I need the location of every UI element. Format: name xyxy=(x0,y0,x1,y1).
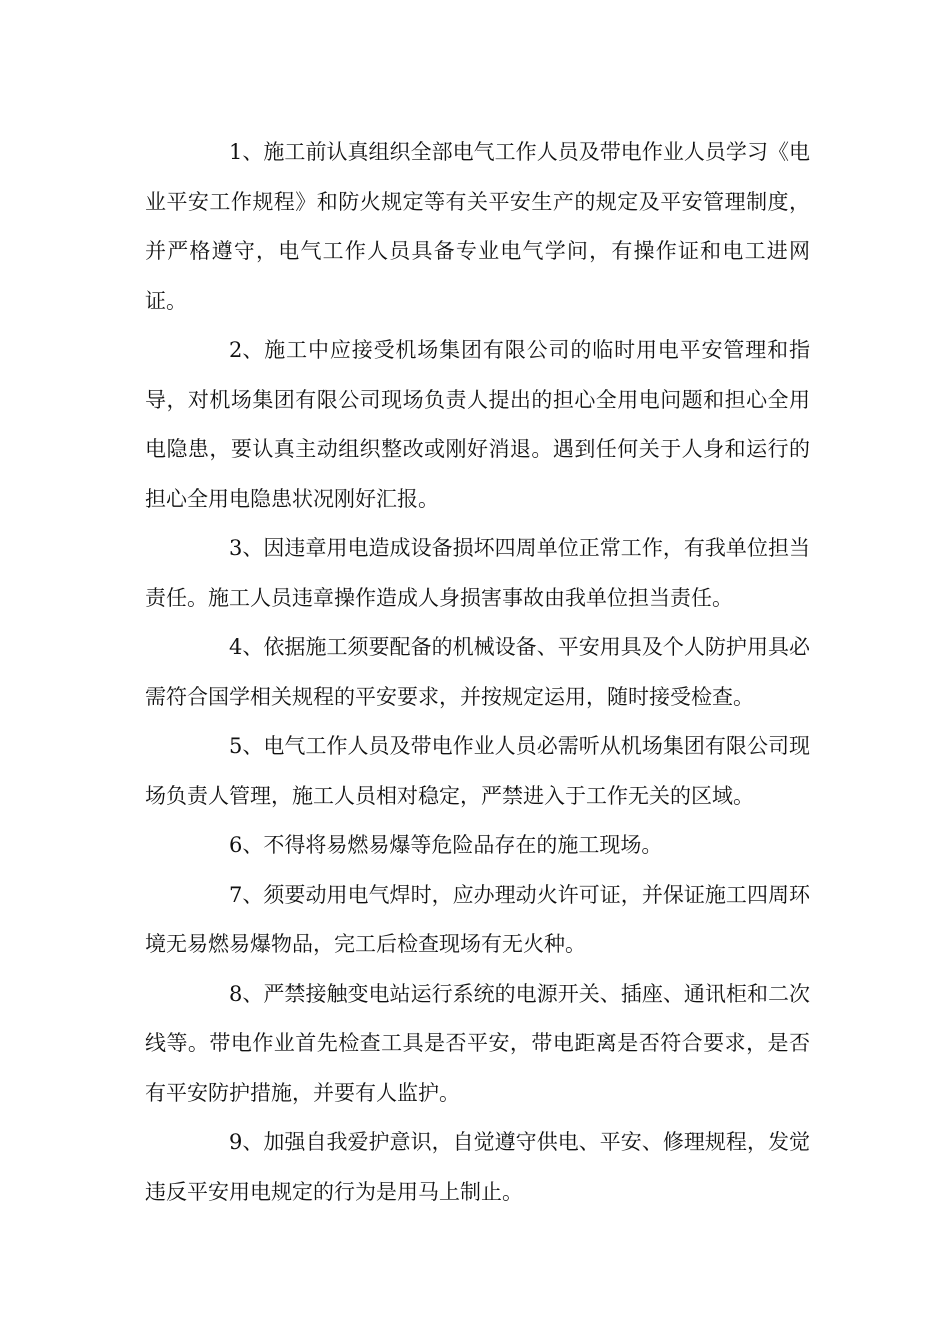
paragraph-number: 7、 xyxy=(229,882,264,907)
paragraph-number: 6、 xyxy=(229,833,264,857)
paragraph-1 xyxy=(145,128,810,326)
paragraph-text: 严禁接触变电站运行系统的电源开关、插座、通讯柜和二次线等。带电作业首先检查工具是否平安，带电距离是否符合要求，是否有平安防护措施，并要有人监护。 xyxy=(145,981,810,1105)
paragraph-text: 施工前认真组织全部电气工作人员及带电作业人员学习《电业平安工作规程》和防火规定等有关平安生产的规定及平安管理制度，并严格遵守，电气工作人员具备专业电气学问，有操作证和电工进网证。 xyxy=(145,140,810,313)
paragraph-2 xyxy=(145,326,810,524)
paragraph-9 xyxy=(145,1118,810,1217)
paragraph-number: 2、 xyxy=(229,338,264,362)
paragraph-number: 5、 xyxy=(229,734,264,758)
paragraph-7 xyxy=(145,871,810,970)
paragraph-number: 8、 xyxy=(229,981,264,1006)
paragraph-3 xyxy=(145,524,810,623)
paragraph-6 xyxy=(145,821,810,871)
document-body xyxy=(145,128,810,1217)
paragraph-4 xyxy=(145,623,810,722)
paragraph-text: 电气工作人员及带电作业人员必需听从机场集团有限公司现场负责人管理，施工人员相对稳定，严禁进入于工作无关的区域。 xyxy=(145,734,810,808)
paragraph-text: 因违章用电造成设备损坏四周单位正常工作，有我单位担当责任。施工人员违章操作造成人身损害事故由我单位担当责任。 xyxy=(145,536,810,610)
paragraph-text: 施工中应接受机场集团有限公司的临时用电平安管理和指导，对机场集团有限公司现场负责人提出的担心全用电问题和担心全用电隐患，要认真主动组织整改或刚好消退。遇到任何关于人身和运行的担心全用电隐患状况刚好汇报。 xyxy=(145,338,810,511)
paragraph-number: 1、 xyxy=(229,140,264,164)
paragraph-text: 须要动用电气焊时，应办理动火许可证，并保证施工四周环境无易燃易爆物品，完工后检查现场有无火种。 xyxy=(145,882,810,956)
paragraph-text: 不得将易燃易爆等危险品存在的施工现场。 xyxy=(263,833,663,857)
paragraph-number: 9、 xyxy=(229,1130,264,1154)
paragraph-text: 加强自我爱护意识，自觉遵守供电、平安、修理规程，发觉违反平安用电规定的行为是用马上制止。 xyxy=(145,1130,810,1204)
paragraph-number: 3、 xyxy=(229,536,264,560)
paragraph-5 xyxy=(145,722,810,821)
paragraph-8 xyxy=(145,970,810,1119)
paragraph-text: 依据施工须要配备的机械设备、平安用具及个人防护用具必需符合国学相关规程的平安要求，并按规定运用，随时接受检查。 xyxy=(145,635,810,709)
paragraph-number: 4、 xyxy=(229,635,264,659)
